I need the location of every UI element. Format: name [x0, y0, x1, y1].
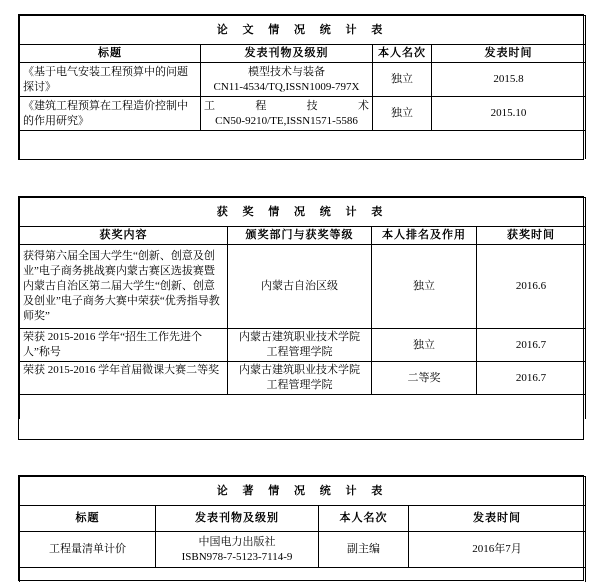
award-dept-school: 内蒙古建筑职业技术学院 — [239, 331, 360, 343]
award-content: 荣获 2015-2016 学年“招生工作先进个人”称号 — [20, 329, 228, 362]
book-rank: 副主编 — [319, 532, 409, 568]
table-row — [20, 532, 586, 568]
papers-blank-row — [20, 131, 586, 159]
award-date: 2016.7 — [477, 362, 586, 395]
paper-date: 2015.10 — [432, 97, 586, 131]
paper-journal — [201, 63, 373, 97]
books-header-date: 发表时间 — [409, 506, 586, 532]
papers-title: 论 文 情 况 统 计 表 — [20, 16, 586, 45]
awards-header-date: 获奖时间 — [477, 227, 586, 245]
award-dept-school: 内蒙古建筑职业技术学院 — [239, 364, 360, 376]
table-row — [20, 329, 586, 362]
books-table — [18, 475, 584, 581]
table-row — [20, 245, 586, 329]
book-isbn: ISBN978-7-5123-7114-9 — [181, 550, 293, 563]
award-content: 荣获 2015-2016 学年首届微课大赛二等奖 — [20, 362, 228, 395]
awards-header-role: 本人排名及作用 — [372, 227, 477, 245]
books-header-title: 标题 — [20, 506, 156, 532]
paper-date: 2015.8 — [432, 63, 586, 97]
book-publisher — [156, 532, 319, 568]
book-date: 2016年7月 — [409, 532, 586, 568]
award-dept: 内蒙古自治区级 — [228, 245, 372, 329]
books-header-rank: 本人名次 — [319, 506, 409, 532]
award-role: 独立 — [372, 245, 477, 329]
paper-journal-name: 工 程 技 术 — [204, 99, 369, 112]
award-role: 二等奖 — [372, 362, 477, 395]
awards-header-content: 获奖内容 — [20, 227, 228, 245]
table-row — [20, 63, 586, 97]
award-date: 2016.7 — [477, 329, 586, 362]
award-role: 独立 — [372, 329, 477, 362]
award-dept-college: 工程管理学院 — [266, 379, 333, 391]
paper-title: 《基于电气安装工程预算中的问题探讨》 — [20, 63, 201, 97]
award-content: 获得第六届全国大学生“创新、创意及创业”电子商务挑战赛内蒙古赛区选拔赛暨内蒙古自治区第二届大学生“创新、创意及创业”电子商务大赛中荣获“优秀指导教师奖” — [20, 245, 228, 329]
books-title: 论 著 情 况 统 计 表 — [20, 477, 586, 506]
awards-title: 获 奖 情 况 统 计 表 — [20, 198, 586, 227]
paper-journal-code: CN50-9210/TE,ISSN1571-5586 — [215, 114, 358, 127]
awards-blank-row — [20, 395, 586, 419]
table-row — [20, 362, 586, 395]
book-publisher-name: 中国电力出版社 — [198, 535, 276, 548]
paper-rank: 独立 — [373, 63, 432, 97]
book-title: 工程量清单计价 — [20, 532, 156, 568]
papers-header-date: 发表时间 — [432, 45, 586, 63]
books-header-publisher: 发表刊物及级别 — [156, 506, 319, 532]
award-dept — [228, 329, 372, 362]
papers-table — [18, 14, 584, 160]
award-dept-college: 工程管理学院 — [266, 346, 333, 358]
awards-table — [18, 196, 584, 440]
awards-header-dept: 颁奖部门与获奖等级 — [228, 227, 372, 245]
paper-journal-name: 模型技术与装备 — [248, 65, 325, 78]
papers-header-rank: 本人名次 — [373, 45, 432, 63]
papers-header-title: 标题 — [20, 45, 201, 63]
paper-rank: 独立 — [373, 97, 432, 131]
papers-header-journal: 发表刊物及级别 — [201, 45, 373, 63]
paper-title: 《建筑工程预算在工程造价控制中的作用研究》 — [20, 97, 201, 131]
paper-journal — [201, 97, 373, 131]
award-date: 2016.6 — [477, 245, 586, 329]
award-dept — [228, 362, 372, 395]
table-row — [20, 97, 586, 131]
paper-journal-code: CN11-4534/TQ,ISSN1009-797X — [213, 80, 360, 93]
books-blank-row — [20, 568, 586, 582]
